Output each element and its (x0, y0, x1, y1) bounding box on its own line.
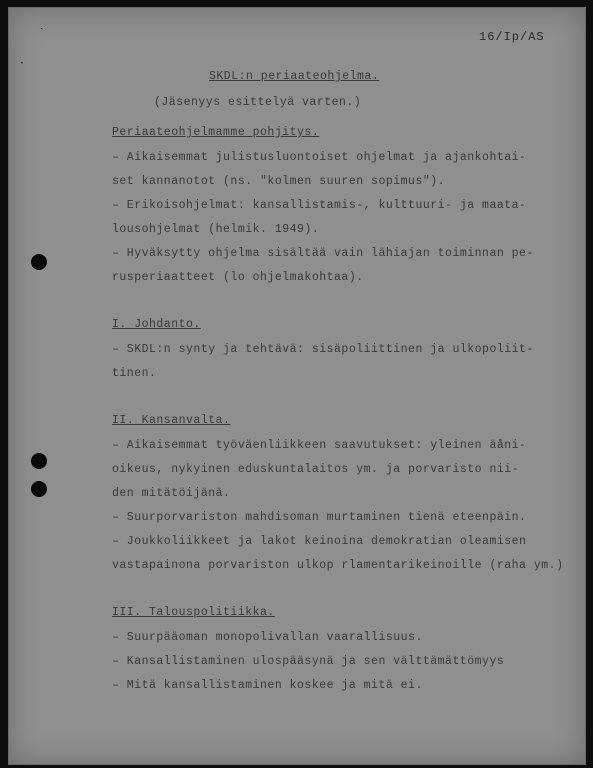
section-heading: II. Kansanvalta. (112, 414, 231, 427)
section-line: vastapainona porvariston ulkop rlamentarikeinoille (raha ym.) (112, 559, 564, 572)
section-heading: Periaateohjelmamme pohjitys. (112, 126, 320, 139)
corner-mark-icon: ˋ (39, 28, 46, 40)
section-line: – Mitä kansallistaminen koskee ja mitä ei. (112, 679, 423, 692)
section-line: rusperiaatteet (lo ohjelmakohtaa). (112, 271, 364, 284)
section-line: lousohjelmat (helmik. 1949). (112, 223, 320, 236)
document-reference: 16/Ip/AS (479, 30, 545, 44)
section-line: – Suurpääoman monopolivallan vaarallisuus. (112, 631, 423, 644)
document-title: SKDL:n periaateohjelma. (209, 70, 380, 83)
section-heading: I. Johdanto. (112, 318, 201, 331)
punch-hole-icon (31, 481, 47, 497)
section-line: – Kansallistaminen ulospääsynä ja sen välttämättömyys (112, 655, 505, 668)
section-heading: III. Talouspolitiikka. (112, 606, 275, 619)
section-line: – Aikaisemmat työväenliikkeen saavutukset: yleinen äåni- (112, 439, 527, 452)
document-subtitle: (Jäsenyys esittelyä varten.) (154, 96, 362, 109)
punch-hole-icon (31, 254, 47, 270)
section-line: – Hyväksytty ohjelma sisältää vain lähiajan toiminnan pe- (112, 247, 534, 260)
document-page (8, 7, 586, 765)
section-line: – SKDL:n synty ja tehtävä: sisäpoliittinen ja ulkopoliit- (112, 343, 534, 356)
section-line: tinen. (112, 367, 157, 380)
section-line: – Suurporvariston mahdisoman murtaminen tienä eteenpäin. (112, 511, 527, 524)
section-line: set kannanotot (ns. "kolmen suuren sopimus"). (112, 175, 446, 188)
punch-hole-icon (31, 453, 47, 469)
section-line: oikeus, nykyinen eduskuntalaitos ym. ja porvaristo nii- (112, 463, 520, 476)
corner-mark-icon: ⸼ (21, 53, 24, 65)
section-line: – Erikoisohjelmat: kansallistamis-, kulttuuri- ja maata- (112, 199, 527, 212)
section-line: – Aikaisemmat julistusluontoiset ohjelmat ja ajankohtai- (112, 151, 527, 164)
section-line: den mitätöijänä. (112, 487, 231, 500)
section-line: – Joukkoliikkeet ja lakot keinoina demokratian oleamisen (112, 535, 527, 548)
